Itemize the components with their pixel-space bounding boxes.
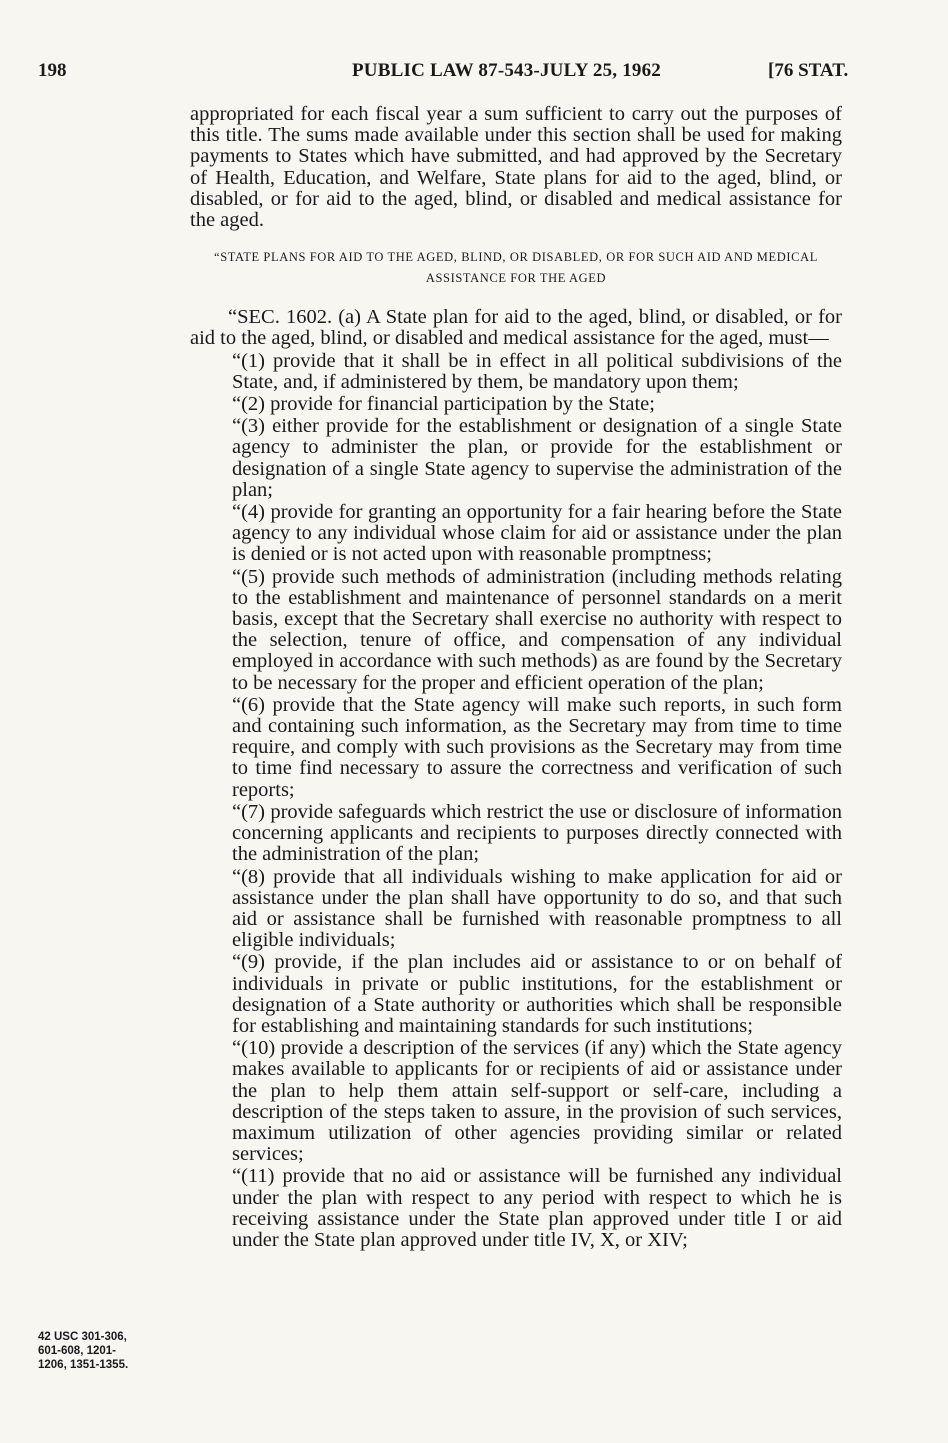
- clause-7: “(7) provide safeguards which restrict the use or disclosure of information concerning applicants and recipients to purposes directly connected with the administration of the plan;: [232, 800, 842, 866]
- clause-11: “(11) provide that no aid or assistance will be furnished any individual under the plan with respect to any period with respect to which he is receiving assistance under the State plan approved under title I or aid under the State plan approved under title IV, X, or XIV;: [232, 1165, 842, 1251]
- margin-citation-line: 42 USC 301-306,: [38, 1331, 127, 1343]
- page-number: 198: [38, 60, 67, 81]
- clause-3: “(3) either provide for the establishment or designation of a single State agency to administer the plan, or provide for the establishment or designation of a single State agency to supervise the administration of the plan;: [232, 415, 842, 501]
- margin-citation-line: 601-608, 1201-: [38, 1345, 117, 1357]
- clause-4: “(4) provide for granting an opportunity for a fair hearing before the State agency to any individual whose claim for aid or assistance under the plan is denied or is not acted upon with reasonable promptness;: [232, 501, 842, 566]
- section-intro: “SEC. 1602. (a) A State plan for aid to the aged, blind, or disabled, or for aid to the aged, blind, or disabled and medical assistance for the aged, must—: [190, 306, 842, 350]
- running-header: [0, 60, 948, 90]
- opening-paragraph: appropriated for each fiscal year a sum sufficient to carry out the purposes of this title. The sums made available under this section shall be used for making payments to States which have submitted, and had approved by the Secretary of Health, Education, and Welfare, State plans for aid to the aged, blind, or disabled, or for aid to the aged, blind, or disabled and medical assistance for the aged.: [190, 103, 842, 232]
- clause-5: “(5) provide such methods of administration (including methods relating to the establishment and maintenance of personnel standards on a merit basis, except that the Secretary shall exercise no authority with respect to the selection, tenure of office, and compensation of any individual employed in accordance with such methods) as are found by the Secretary to be necessary for the proper and efficient operation of the plan;: [232, 565, 842, 694]
- clause-2: “(2) provide for financial participation by the State;: [232, 393, 655, 416]
- clause-10: “(10) provide a description of the services (if any) which the State agency makes available to applicants for or recipients of aid or assistance under the plan to help them attain self-support or self-care, including a description of the steps taken to assure, in the provision of such services, maximum utilization of other agencies providing similar or related services;: [232, 1037, 842, 1166]
- clause-6: “(6) provide that the State agency will make such reports, in such form and containing such information, as the Secretary may from time to time require, and comply with such provisions as the Secretary may from time to time find necessary to assure the correctness and verification of such reports;: [232, 693, 842, 801]
- clause-9: “(9) provide, if the plan includes aid or assistance to or on behalf of individuals in private or public institutions, for the establishment or designation of a State authority or authorities which shall be responsible for establishing and maintaining standards for such institutions;: [232, 951, 842, 1037]
- margin-citation-line: 1206, 1351-1355.: [38, 1359, 129, 1371]
- margin-citation: [38, 1330, 178, 1372]
- clause-8: “(8) provide that all individuals wishing to make application for aid or assistance under the plan shall have opportunity to do so, and that such aid or assistance shall be furnished with reasonable promptness to all eligible individuals;: [232, 865, 842, 952]
- body-text: [190, 104, 842, 1251]
- volume-reference: [76 STAT.: [768, 60, 849, 81]
- clause-1: “(1) provide that it shall be in effect in all political subdivisions of the State, and, if administered by them, be mandatory upon them;: [232, 349, 842, 393]
- running-head-title: PUBLIC LAW 87-543-JULY 25, 1962: [352, 60, 662, 81]
- section-heading: “STATE PLANS FOR AID TO THE AGED, BLIND, OR DISABLED, OR FOR SUCH AID AND MEDICAL ASSISTANCE FOR THE AGED: [214, 250, 818, 286]
